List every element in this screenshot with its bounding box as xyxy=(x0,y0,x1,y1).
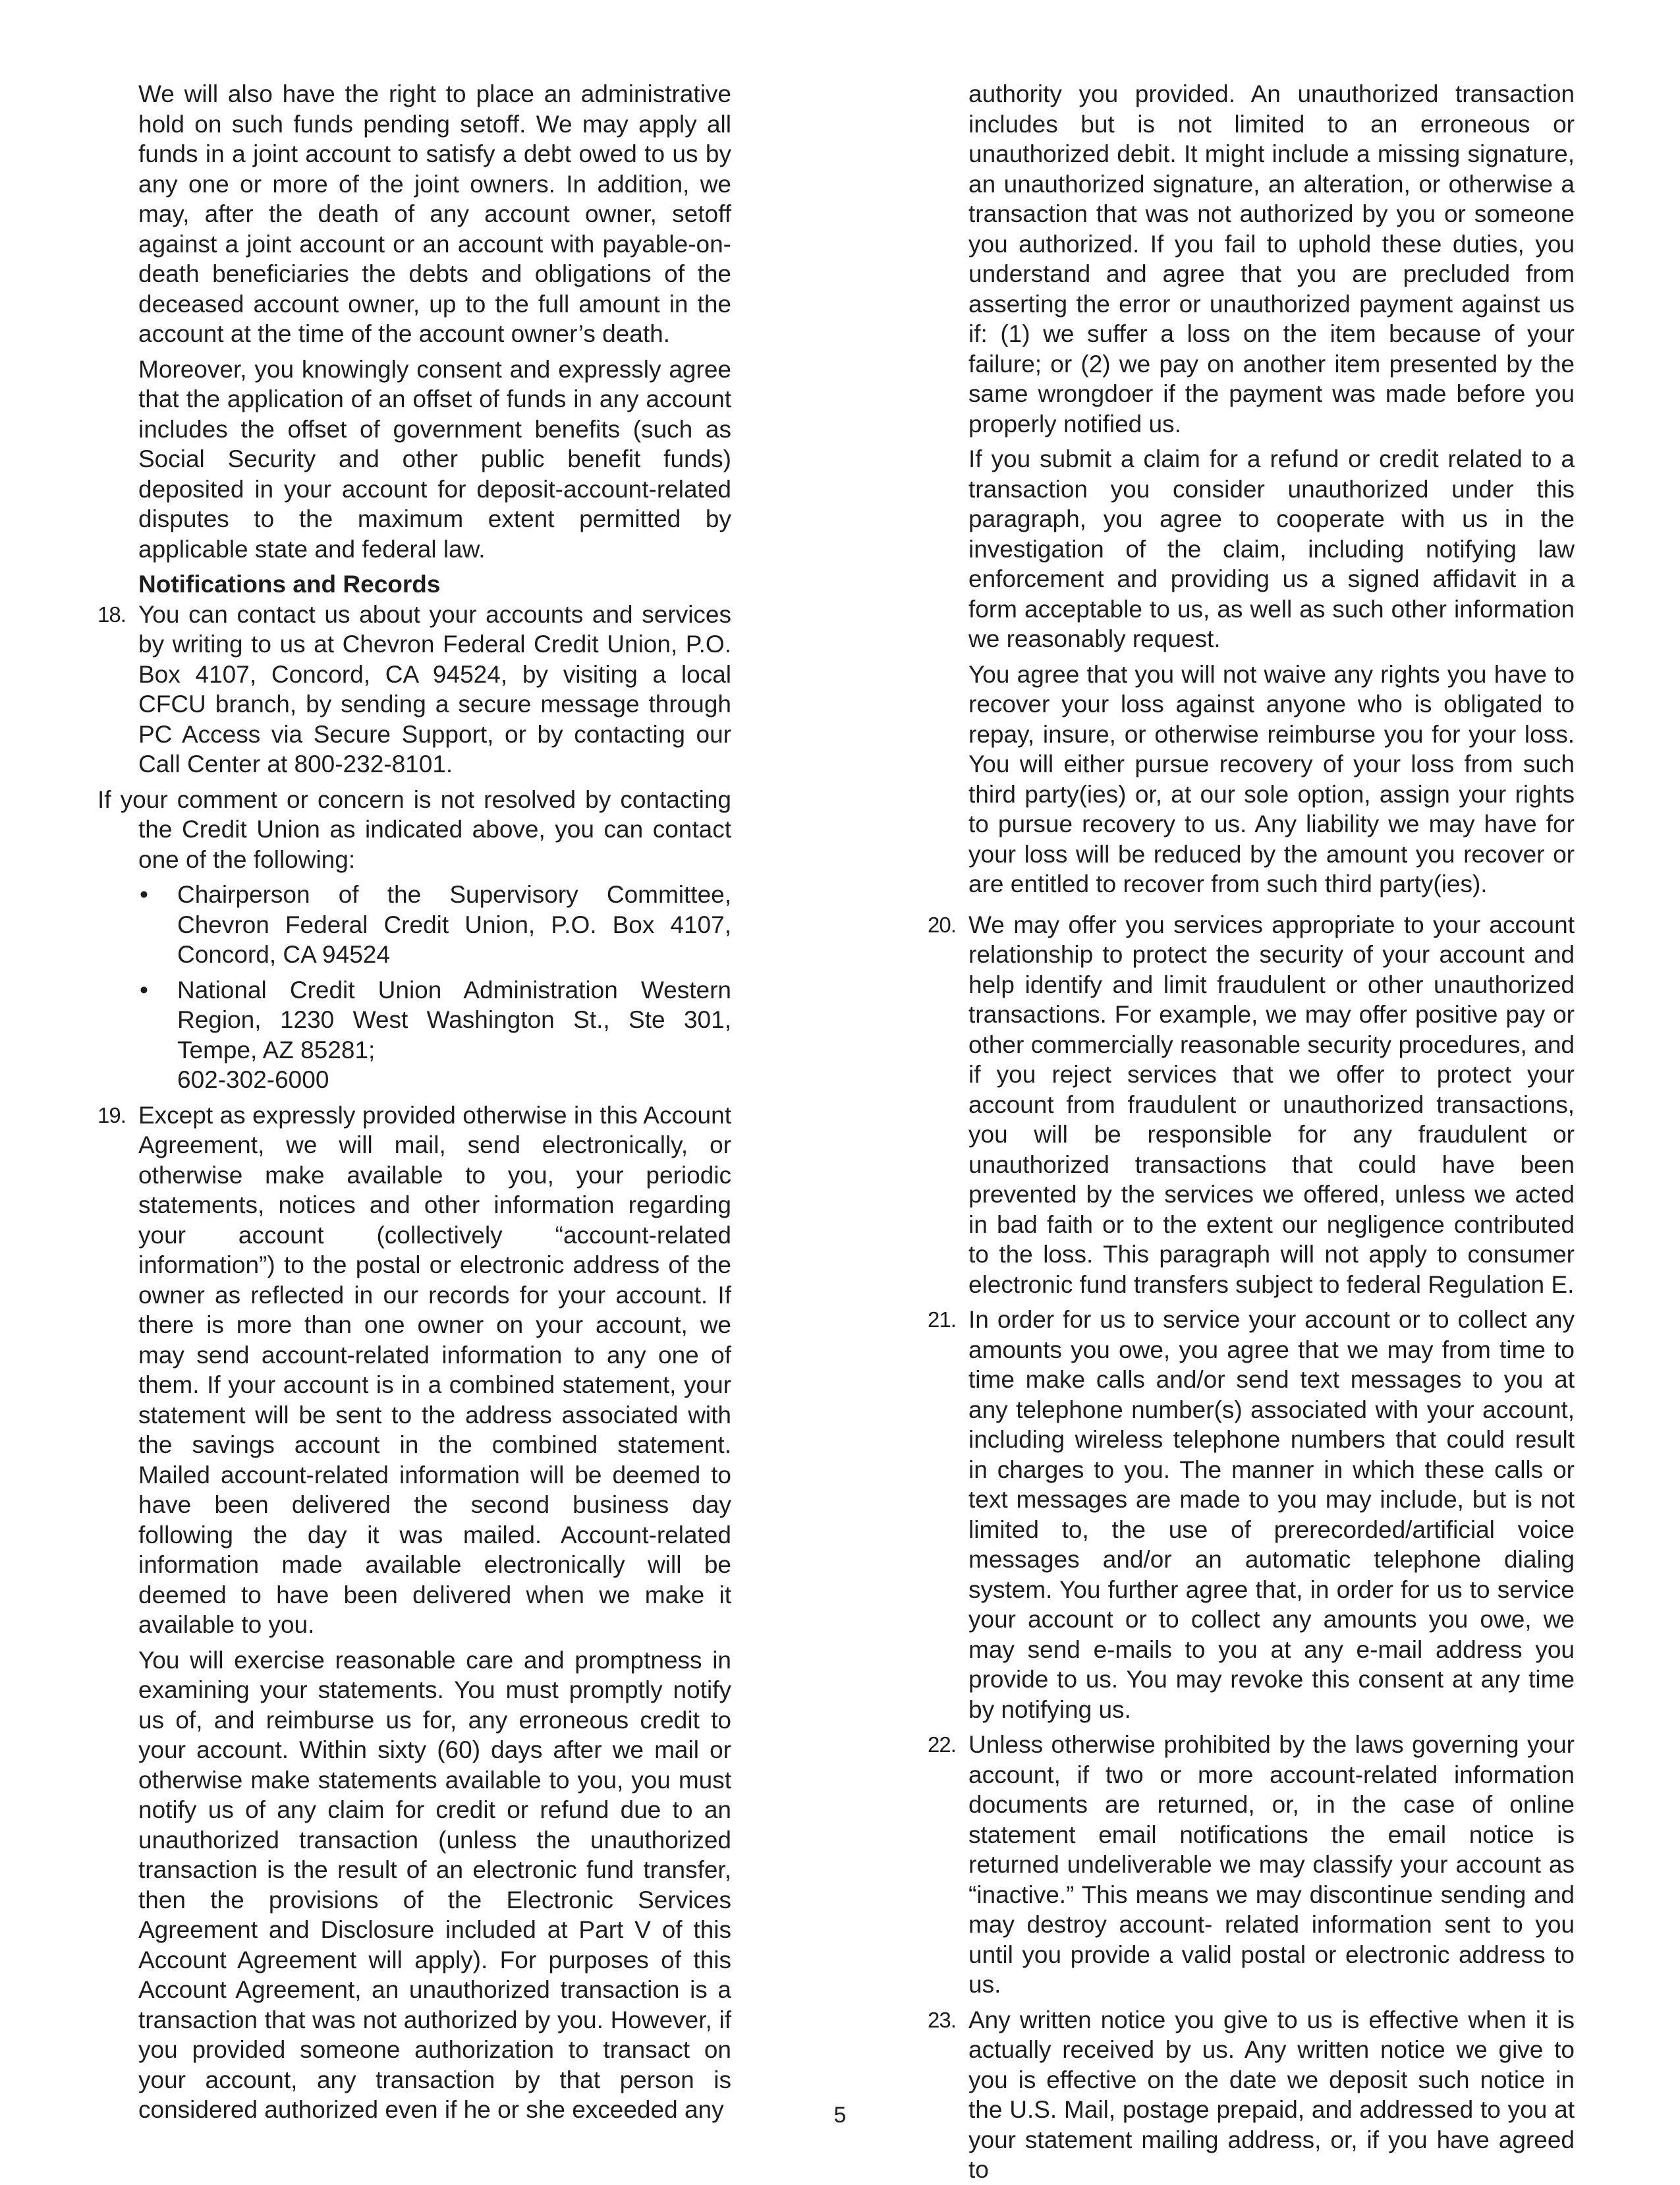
item-text-continued: You will exercise reasonable care and promptness in examining your statements. You must promptly notify us of, and reimburse us for, any erroneous credit to your account. Within sixty (60) days after we mail or otherwise make statements available to you, you must notify us of any claim for credit or refund due to an unauthorized transaction (unless the unauthorized transaction is the result of an electronic fund transfer, then the provisions of the Electronic Services Agreement and Disclosure included at Part V of this Account Agreement will apply). For purposes of this Account Agreement, an unauthorized transaction is a transaction that was not authorized by you. However, if you provided someone authorization to transact on your account, any transaction by that person is considered authorized even if he or she exceeded any xyxy=(138,1646,731,2123)
section-heading-notifications: Notifications and Records xyxy=(138,571,441,598)
bullet-text: National Credit Union Administration Western Region, 1230 West Washington St., Ste 301, Tempe, AZ 85281; xyxy=(177,976,731,1064)
authority-paragraph: authority you provided. An unauthorized transaction includes but is not limited to an erroneous or unauthorized debit. It might include a missing signature, an unauthorized signature, an alteration, or otherwise a transaction that was not authorized by you or someone you authorized. If you fail to uphold these duties, you understand and agree that you are precluded from asserting the error or unauthorized payment against us if: (1) we suffer a loss on the item because of your failure; or (2) we pay on another item presented by the same wrongdoer if the payment was made before you properly notified us. xyxy=(968,80,1575,438)
item-text: In order for us to service your account or to collect any amounts you owe, you agree that we may from time to time make calls and/or send text messages to you at any telephone number(s) associated with your account, including wireless telephone numbers that could result in charges to you. The manner in which these calls or text messages are made to you may include, but is not limited to, the use of prerecorded/artificial voice messages and/or an automatic telephone dialing system. You further agree that, in order for us to service your account or to collect any amounts you owe, we may send e-mails to you at any e-mail address you provide to us. You may revoke this consent at any time by notifying us. xyxy=(968,1306,1575,1723)
bullet-phone: 602-302-6000 xyxy=(177,1066,329,1093)
bullet-icon: • xyxy=(140,881,148,908)
list-item-22 xyxy=(928,1730,1575,2000)
item-number: 22. xyxy=(928,1732,956,1757)
item-text: Unless otherwise prohibited by the laws governing your account, if two or more account-related information documents are returned, or, in the case of online statement email notifications the email notice is returned undeliverable we may classify your account as “inactive.” This means we may discontinue sending and may destroy account- related information sent to you until you provide a valid postal or electronic address to us. xyxy=(968,1731,1575,1998)
bullet-supervisory-committee xyxy=(98,880,731,970)
item-number: 18. xyxy=(98,602,126,627)
waiver-paragraph: You agree that you will not waive any rights you have to recover your loss against anyone who is obligated to repay, insure, or otherwise reimburse you for your loss. You will either pursue recovery of your loss from such third party(ies) or, at our sole option, assign your rights to pursue recovery to us. Any liability we may have for your loss will be reduced by the amount you recover or are entitled to recover from such third party(ies). xyxy=(968,660,1575,897)
list-item-19 xyxy=(98,1100,731,2125)
item-text: Any written notice you give to us is effective when it is actually received by us. Any written notice we give to you is effective on the date we deposit such notice in the U.S. Mail, postage prepaid, and addressed to you at your statement mailing address, or, if you have agreed to xyxy=(968,2006,1575,2183)
item-number: 19. xyxy=(98,1102,126,1127)
right-column xyxy=(928,79,1575,2185)
page-number: 5 xyxy=(833,2103,847,2128)
list-item-23 xyxy=(928,2005,1575,2185)
item-number: 23. xyxy=(928,2007,956,2032)
left-column xyxy=(98,79,731,2125)
bullet-icon: • xyxy=(140,976,148,1004)
list-item-18 xyxy=(98,600,731,780)
bullet-ncua xyxy=(98,975,731,1095)
setoff-paragraph: We will also have the right to place an administrative hold on such funds pending setoff. We may apply all funds in a joint account to satisfy a debt owed to us by any one or more of the joint owners. In addition, we may, after the death of any account owner, setoff against a joint account or an account with payable-on-death beneficiaries the debts and obligations of the deceased account owner, up to the full amount in the account at the time of the account owner’s death. xyxy=(138,80,731,347)
item-text: Except as expressly provided otherwise in this Account Agreement, we will mail, send electronically, or otherwise make available to you, your periodic statements, notices and other information regarding your account (collectively “account-related information”) to the postal or electronic address of the owner as reflected in our records for your account. If there is more than one owner on your account, we may send account-related information to any one of them. If your account is in a combined statement, your statement will be sent to the address associated with the savings account in the combined statement. Mailed account-related information will be deemed to have been delivered the second business day following the day it was mailed. Account-related information made available electronically will be deemed to have been delivered when we make it available to you. xyxy=(138,1101,731,1638)
list-item-21 xyxy=(928,1305,1575,1724)
item-number: 20. xyxy=(928,912,956,937)
offset-consent-paragraph: Moreover, you knowingly consent and expressly agree that the application of an offset of funds in any account includes the offset of government benefits (such as Social Security and other public benefit funds) deposited in your account for deposit-account-related disputes to the maximum extent permitted by applicable state and federal law. xyxy=(138,355,731,563)
item-number: 21. xyxy=(928,1307,956,1332)
bullet-text: Chairperson of the Supervisory Committee, Chevron Federal Credit Union, P.O. Box 4107, Concord, CA 94524 xyxy=(177,881,731,968)
item-text: You can contact us about your accounts and services by writing to us at Chevron Federal Credit Union, P.O. Box 4107, Concord, CA 94524, by visiting a local CFCU branch, by sending a secure message through PC Access via Secure Support, or by contacting our Call Center at 800-232-8101. xyxy=(138,600,731,778)
escalation-paragraph: If your comment or concern is not resolved by contacting the Credit Union as indicated above, you can contact one of the following: xyxy=(98,785,731,873)
item-text: We may offer you services appropriate to your account relationship to protect the security of your account and help identify and limit fraudulent or other unauthorized transactions. For example, we may offer positive pay or other commercially reasonable security procedures, and if you reject services that we offer to protect your account from fraudulent or unauthorized transactions, you will be responsible for any fraudulent or unauthorized transactions that could have been prevented by the services we offered, unless we acted in bad faith or to the extent our negligence contributed to the loss. This paragraph will not apply to consumer electronic fund transfers subject to federal Regulation E. xyxy=(968,911,1575,1298)
list-item-20 xyxy=(928,910,1575,1300)
claim-cooperation-paragraph: If you submit a claim for a refund or credit related to a transaction you consider unauthorized under this paragraph, you agree to cooperate with us in the investigation of the claim, including notifying law enforcement and providing us a signed affidavit in a form acceptable to us, as well as such other information we reasonably request. xyxy=(968,445,1575,652)
